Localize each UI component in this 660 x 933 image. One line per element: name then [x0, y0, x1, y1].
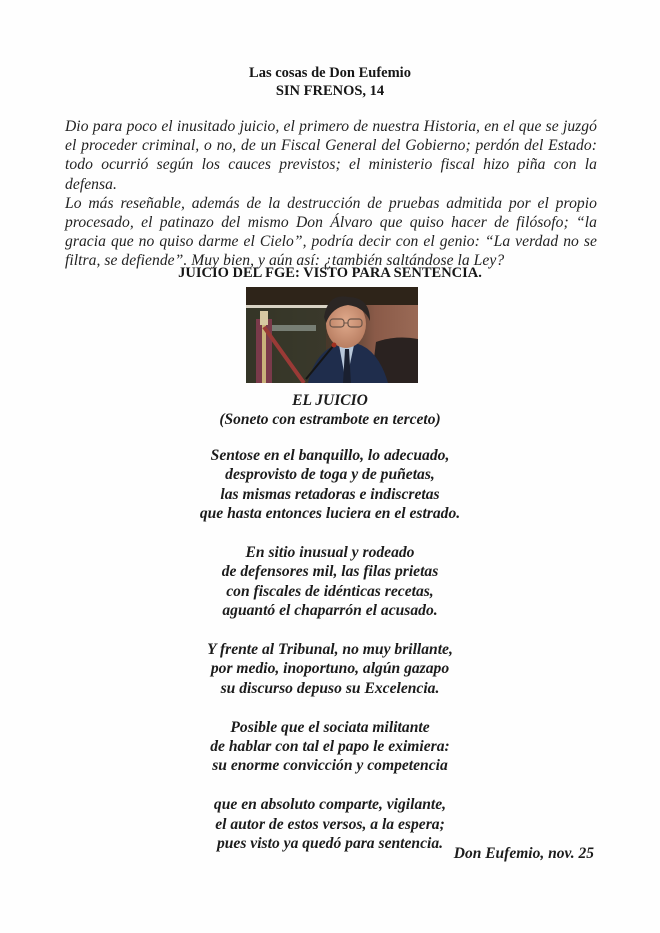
stanza — [0, 640, 660, 698]
poem-title: EL JUICIO — [292, 392, 368, 409]
poem-body — [0, 446, 660, 873]
intro-paragraph: Lo más reseñable, además de la destrucción de pruebas admitida por el propio procesado, el patinazo del mismo Don Álvaro que quiso hacer de filósofo; “la gracia que no quiso darme el Cielo”, podría decir con el genio: “La verdad no se filtra, se defiende”. Muy bien, y aún así: ¿también saltándose la Ley? — [65, 194, 597, 270]
stanza — [0, 543, 660, 621]
verse-line: de defensores mil, las filas prietas — [221, 563, 439, 581]
verse-line: desprovisto de toga y de puñetas, — [225, 466, 435, 484]
document-header — [0, 64, 660, 100]
verse-line: su enorme convicción y competencia — [212, 757, 448, 775]
stanza — [0, 446, 660, 524]
column-title: Las cosas de Don Eufemio — [249, 65, 411, 81]
verse-line: el autor de estos versos, a la espera; — [215, 815, 445, 833]
verse-line: pues visto ya quedó para sentencia. — [216, 835, 444, 853]
verse-line: que hasta entonces luciera en el estrado. — [199, 505, 461, 523]
poem-subtitle: (Soneto con estrambote en terceto) — [219, 411, 441, 428]
verse-line: aguantó el chaparrón el acusado. — [222, 602, 438, 620]
verse-line: las mismas retadoras e indiscretas — [220, 485, 440, 503]
verse-line: En sitio inusual y rodeado — [245, 544, 415, 562]
man-at-microphone-icon — [246, 287, 418, 383]
verse-line: que en absoluto comparte, vigilante, — [213, 796, 447, 814]
verse-line: de hablar con tal el papo le eximiera: — [210, 738, 450, 756]
intro-paragraph: Dio para poco el inusitado juicio, el primero de nuestra Historia, en el que se juzgó el proceder criminal, o no, de un Fiscal General del Gobierno; perdón del Estado: todo ocurrió según los cauces previstos; el ministerio fiscal hizo piña con la defensa. — [65, 118, 597, 193]
verse-line: Y frente al Tribunal, no muy brillante, — [207, 641, 453, 659]
verse-line: su discurso depuso su Excelencia. — [220, 679, 440, 697]
poem-heading — [0, 391, 660, 429]
stanza — [0, 718, 660, 776]
verse-line: Posible que el sociata militante — [230, 718, 430, 736]
verse-line: Sentose en el banquillo, lo adecuado, — [210, 447, 450, 464]
intro-text — [65, 117, 597, 271]
column-number: SIN FRENOS, 14 — [275, 83, 385, 99]
headline: JUICIO DEL FGE: VISTO PARA SENTENCIA. — [178, 265, 482, 281]
photo-fiscal-general — [246, 287, 418, 383]
verse-line: por medio, inoportuno, algún gazapo — [210, 660, 450, 678]
verse-line: con fiscales de idénticas recetas, — [226, 582, 434, 600]
author-signature: Don Eufemio, nov. 25 — [453, 845, 594, 862]
